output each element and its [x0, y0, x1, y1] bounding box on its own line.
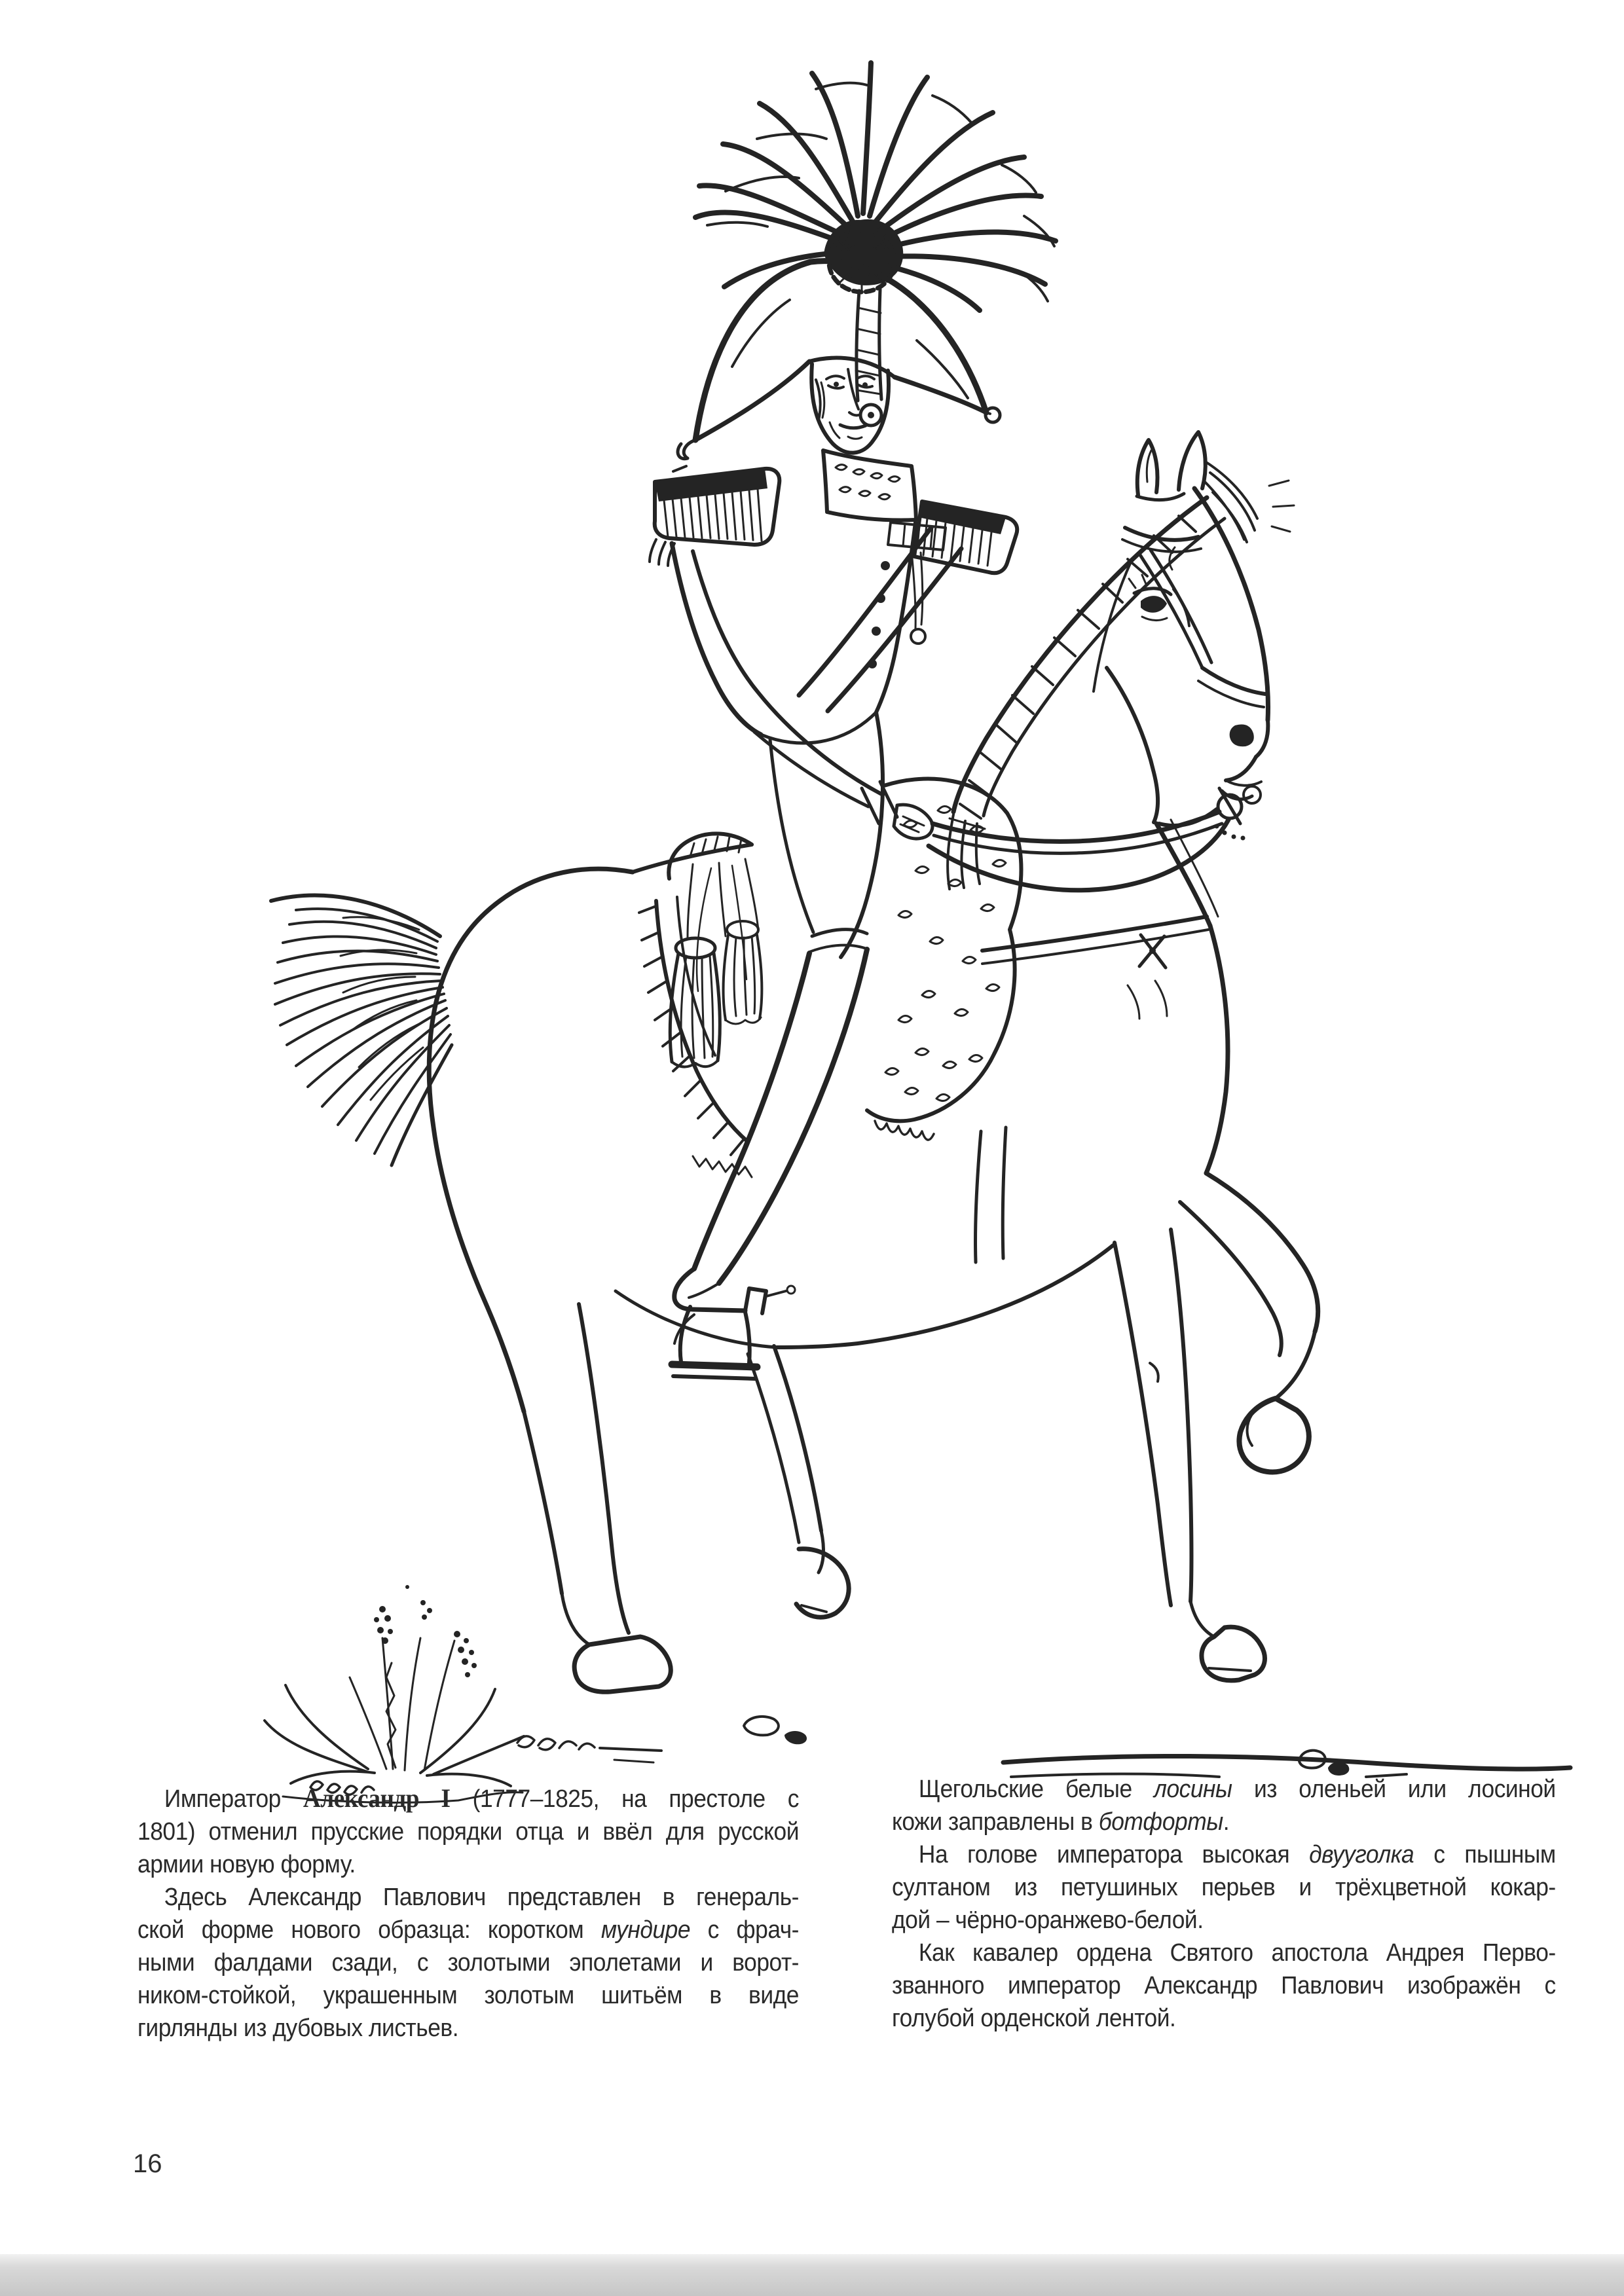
grass-tuft — [265, 1585, 524, 1802]
text-line — [138, 2012, 799, 2045]
text-segment: из оленьей или лосиной — [1232, 1776, 1556, 1803]
text-segment: званного император Александр Павлович изображён с — [892, 1972, 1556, 1999]
text-segment: ником-стойкой, украшенным золотым шитьём в виде — [138, 1982, 799, 2009]
text-segment: с пышным — [1414, 1841, 1556, 1868]
text-segment: двууголка — [1309, 1841, 1414, 1868]
ground-strokes — [517, 1717, 1570, 1777]
rider-arm — [693, 551, 932, 839]
text-segment: Как кавалер ордена Святого апостола Андрея Перво- — [918, 1939, 1556, 1967]
description-left-column — [138, 1782, 799, 2045]
text-line — [138, 1848, 799, 1881]
text-segment: Александр I — [303, 1783, 451, 1813]
text-line — [892, 1969, 1556, 2002]
scan-shadow — [0, 2254, 1624, 2296]
text-segment: мундире — [600, 1916, 691, 1944]
text-line — [892, 1773, 1556, 1806]
text-line — [892, 2002, 1556, 2035]
text-line — [138, 1979, 799, 2012]
text-line — [892, 1871, 1556, 1904]
text-segment: с фрач- — [690, 1916, 799, 1944]
text-segment: (1777–1825, на престоле с — [450, 1785, 799, 1813]
text-segment: кожи заправлены в — [892, 1808, 1099, 1836]
horse-tail — [271, 896, 452, 1165]
text-line — [138, 1946, 799, 1979]
text-line — [892, 1838, 1556, 1871]
description-right-column — [892, 1773, 1556, 2035]
text-segment: гирлянды из дубовых листьев. — [138, 2014, 459, 2042]
reins — [929, 812, 1228, 890]
epaulettes — [650, 469, 1017, 573]
text-segment: султаном из петушиных перьев и трёхцветной кокар- — [892, 1874, 1556, 1901]
text-segment: На голове императора высокая — [918, 1841, 1310, 1868]
horse-head — [1107, 432, 1294, 826]
order-sash — [799, 528, 961, 711]
text-segment: ными фалдами сзади, с золотыми эполетами и ворот- — [138, 1949, 799, 1977]
uniform-torso — [672, 522, 915, 743]
text-segment: Щегольские белые — [918, 1776, 1154, 1803]
text-segment: армии новую форму. — [138, 1851, 356, 1878]
text-segment: Император — [164, 1785, 303, 1813]
rider-leg-and-boot — [674, 712, 883, 1313]
text-segment: ской форме нового образца: коротком — [138, 1916, 601, 1944]
text-line — [138, 1782, 799, 1815]
standing-collar — [823, 450, 916, 520]
text-line — [892, 1937, 1556, 1969]
text-segment: лосины — [1154, 1776, 1232, 1803]
text-line — [138, 1881, 799, 1914]
text-segment: голубой орденской лентой. — [892, 2005, 1176, 2032]
text-segment: . — [1223, 1808, 1230, 1836]
page-number: 16 — [133, 2149, 162, 2178]
text-segment: Здесь Александр Павлович представлен в генераль- — [164, 1884, 799, 1911]
bridle — [1094, 494, 1265, 841]
text-segment: дой – чёрно-оранжево-белой. — [892, 1906, 1204, 1934]
text-segment: ботфорты — [1098, 1808, 1223, 1836]
text-line — [892, 1904, 1556, 1937]
sheepskin-saddle-cover — [867, 779, 1022, 1262]
text-line — [138, 1815, 799, 1848]
text-line — [892, 1806, 1556, 1838]
text-segment: 1801) отменил прусские порядки отца и ввёл для русской — [138, 1818, 799, 1846]
text-line — [138, 1914, 799, 1946]
horse-body — [429, 820, 1318, 1692]
